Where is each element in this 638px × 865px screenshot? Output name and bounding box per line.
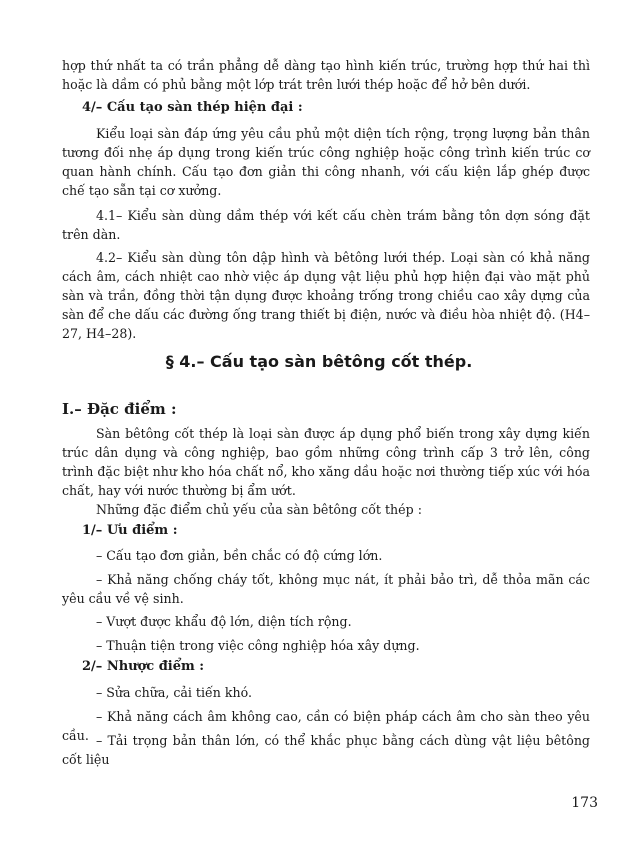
advantage-item: – Khả năng chống cháy tốt, không mục nát, ít phải bảo trì, dễ thỏa mãn các yêu cầu về vệ sinh. <box>62 572 590 606</box>
disadvantage-item: – Tải trọng bản thân lớn, có thể khắc phục bằng cách dùng vật liệu bêtông cốt liệu <box>62 733 590 767</box>
page-number: 173 <box>571 795 598 811</box>
main-features-intro: Những đặc điểm chủ yếu của sàn bêtông cốt thép : <box>96 502 422 517</box>
section-title: § 4.– Cấu tạo sàn bêtông cốt thép. <box>165 352 473 371</box>
advantage-item: – Cấu tạo đơn giản, bền chắc có độ cứng lớn. <box>96 548 383 563</box>
disadvantage-item: – Sửa chữa, cải tiến khó. <box>96 685 252 700</box>
heading-disadvantages: 2/– Nhược điểm : <box>82 659 205 674</box>
features-paragraph: Sàn bêtông cốt thép là loại sàn được áp dụng phổ biến trong xây dựng kiến trúc dân dụng và công nghiệp, bao gồm những công trình cấp 3 trở lên, công trình đặc biệt như kho hóa chất nổ, kho xăng dầu hoặc nơi thường tiếp xúc với hóa chất, hay với nước thường bị ẩm ướt. <box>62 426 590 498</box>
heading-modern-steel-floor: 4/– Cấu tạo sàn thép hiện đại : <box>82 100 303 115</box>
intro-paragraph: hợp thứ nhất ta có trần phẳng dễ dàng tạo hình kiến trúc, trường hợp thứ hai thì hoặc là dầm có phủ bằng một lớp trát trên lưới thép hoặc để hở bên dưới. <box>62 58 590 92</box>
heading-advantages: 1/– Ưu điểm : <box>82 523 178 538</box>
disadvantage-item: – Khả năng cách âm không cao, cần có biện pháp cách âm cho sàn theo yêu cầu. <box>62 709 590 743</box>
item-4-1: 4.1– Kiểu sàn dùng dầm thép với kết cấu chèn trám bằng tôn dợn sóng đặt trên dàn. <box>62 208 590 242</box>
item-4-2: 4.2– Kiểu sàn dùng tôn dập hình và bêtông lưới thép. Loại sàn có khả năng cách âm, cách nhiệt cao nhờ việc áp dụng vật liệu phủ hợp hiện đại vào mặt phủ sàn và trần, đồng thời tận dụng được khoảng trống trong chiều cao xây dựng của sàn để che dấu các đường ống trang thiết bị điện, nước và điều hòa nhiệt độ. (H4–27, H4–28). <box>62 250 590 341</box>
modern-steel-paragraph: Kiểu loại sàn đáp ứng yêu cầu phủ một diện tích rộng, trọng lượng bản thân tương đối nhẹ áp dụng trong kiến trúc công nghiệp hoặc công trình kiến trúc cơ quan hành chính. Cấu tạo đơn giản thi công nhanh, với cấu kiện lắp ghép được chế tạo sẵn tại cơ xưởng. <box>62 126 590 198</box>
advantage-item: – Vượt được khẩu độ lớn, diện tích rộng. <box>96 614 352 629</box>
advantage-item: – Thuận tiện trong việc công nghiệp hóa xây dựng. <box>96 638 420 653</box>
heading-features: I.– Đặc điểm : <box>62 400 177 418</box>
